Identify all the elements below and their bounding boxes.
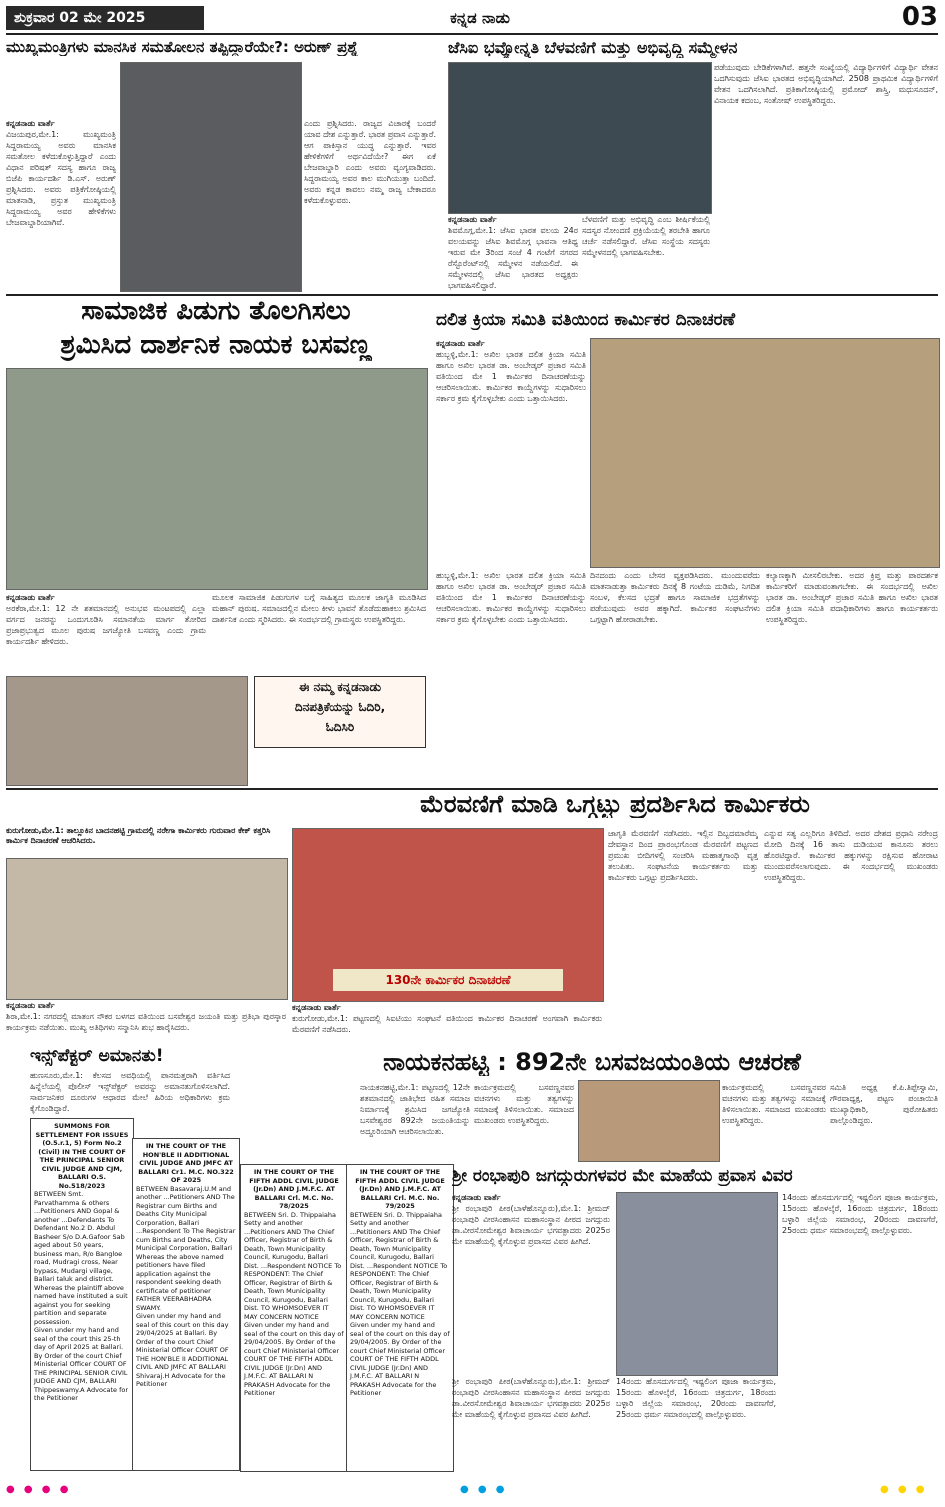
- page-number: 03: [901, 2, 938, 32]
- legal-3-title: IN THE COURT OF THE FIFTH ADDL CIVIL JUDGE (Jr.Dn) AND J.M.F.C. AT BALLARI Crl. M.C. No. 78/2025: [249, 1168, 339, 1210]
- headline-inspector: ಇನ್ಸ್‌ಪೆಕ್ಟರ್ ಅಮಾನತು!: [30, 1046, 164, 1066]
- cm-text-left: ವಿಜಯಪುರ,ಮೇ.1: ಮುಖ್ಯಮಂತ್ರಿ ಸಿದ್ದರಾಮಯ್ಯ ಅವರು ಮಾನಸಿಕ ಸಮತೋಲ ಕಳೆದುಕೊಳ್ಳುತ್ತಿದ್ದಾರೆ ಎಂದು ವಿಧಾನ ಪರಿಷತ್ ಸದಸ್ಯ ಹಾಗೂ ರಾಜ್ಯ ಬಿಜೆಪಿ ಕಾರ್ಯದರ್ಶಿ ಡಿ.ಎಸ್. ಅರುಣ್ ಪ್ರಶ್ನಿಸಿದರು. ಅವರು ಪತ್ರಿಕೆಗೋಷ್ಠಿಯಲ್ಲಿ ಮಾತನಾಡಿ, ಪ್ರಸ್ತುತ ಮುಖ್ಯಮಂತ್ರಿ ಸಿದ್ದರಾಮಯ್ಯ ಅವರ ಹೇಳಿಕೆಗಳು ಬೇಜವಾಬ್ದಾರಿಯಾಗಿವೆ.: [6, 130, 116, 227]
- headline-cm: ಮುಖ್ಯಮಂತ್ರಿಗಳು ಮಾನಸಿಕ ಸಮತೋಲನ ತಪ್ಪಿದ್ದಾರೆಯೇ?: ಅರುಣ್ ಪ್ರಶ್ನೆ: [6, 38, 359, 56]
- photo-rally: [292, 828, 604, 1002]
- legal-3-body: BETWEEN Sri. D. Thippaiaha Setty and another ...Petitioners AND The Chief Officer, Registrar of Birth & Death, Town Municipality Council, Kurugodu, Ballari Dist. ...Respondent NOTICE To RESPONDENT: The Chief Officer, Registrar of Birth & Death, Town Municipality Council, Kurugodu, Ballari Dist. TO WHOMSOEVER IT MAY CONCERN NOTICE: [244, 1210, 342, 1321]
- rambhapuri-body-3: 14ರಂದು ಹೊಸದುರ್ಗದಲ್ಲಿ ಇಷ್ಟಲಿಂಗ ಪೂಜಾ ಕಾರ್ಯಕ್ರಮ, 15ರಂದು ಹೊಳಲ್ಕೆರೆ, 16ರಂದು ಚಿತ್ರದುರ್ಗ, 18ರಂದು ಬಳ್ಳಾರಿ ಜಿಲ್ಲೆಯ ಸಮಾರಂಭ, 20ರಂದು ದಾವಣಗೆರೆ, 25ರಂದು ಧರ್ಮ ಸಮಾರಂಭದಲ್ಲಿ ಪಾಲ್ಗೊಳ್ಳುವರು.: [782, 1193, 938, 1235]
- rally-body-right: ಎನ್ನುವ ಸತ್ಯ ಎಲ್ಲರಿಗೂ ತಿಳಿದಿದೆ. ಅದರ ದೇಶದ ಪ್ರಧಾನಿ ನರೇಂದ್ರ ಮೋದಿ ದಿನಕ್ಕೆ 16 ತಾಸು ದುಡಿಯುವ ಕಾನೂನು ತರಲು ಹೊರಟಿದ್ದಾರೆ. ಕಾರ್ಮಿಕರ ಹಕ್ಕುಗಳನ್ನು ರಕ್ಷಿಸುವ ಹೋರಾಟ ಮುಂದುವರೆಸಲಾಗುವುದು. ಈ ಸಂದರ್ಭದಲ್ಲಿ ಮುಖಂಡರು ಉಪಸ್ಥಿತರಿದ್ದರು.: [764, 829, 938, 882]
- promo-box: [254, 676, 426, 748]
- college-body: [6, 1000, 286, 1040]
- basavanna-body-left: [6, 592, 206, 672]
- dalit-body-1: [436, 338, 586, 566]
- cm-body-right: ಎಂದು ಪ್ರಶ್ನಿಸಿದರು. ರಾಜ್ಯದ ವಿಚಾರಕ್ಕೆ ಬಂದರೆ ಯಾವ ದೇಶ ಎನ್ನುತ್ತಾರೆ. ಭಾರತ ಪ್ರವಾಸ ಎನ್ನುತ್ತಾರೆ. ಆಗ ಪಾಕಿಸ್ತಾನ ಯುದ್ಧ ಎನ್ನುತ್ತಾರೆ. ಇವರ ಹೇಳಿಕೆಗಳಿಗೆ ಅರ್ಥವಿದೆಯೇ? ಈಗ ಏಕೆ ಬೇಜವಾಬ್ದಾರಿ ಎಂದು ಅವರು ವ್ಯಂಗ್ಯವಾಡಿದರು. ಸಿದ್ದರಾಮಯ್ಯ ಅವರ ಕಾಲ ಮುಗಿಯುತ್ತಾ ಬಂದಿದೆ. ಅವರು ಕನ್ನಡ ಕಾವಲು ನಮ್ಮ ರಾಜ್ಯ ಬೇಕಾದರೂ ಕಳೆದುಕೊಳ್ಳುವರು.: [304, 119, 436, 205]
- photo-jagadguru: [616, 1192, 778, 1376]
- legal-2-title: IN THE COURT OF THE HON'BLE II ADDITIONAL CIVIL JUDGE AND JMFC AT BALLARI Cr1. M.C. NO.322 OF 2025: [138, 1142, 234, 1184]
- headline-nayakanahatti: ನಾಯಕನಹಟ್ಟಿ : 892ನೇ ಬಸವಜಯಂತಿಯ ಆಚರಣೆ: [383, 1048, 801, 1076]
- header-rule: [6, 33, 938, 35]
- dalit-body-3: ಕಲ್ಯಾಣಕ್ಕಾಗಿ ಮೀಸಲಿರಬೇಕು. ಅದರ ಕ್ರಿಪ್ತ ಮತ್ತು ಪಾರದರ್ಶಕ ಕಾರ್ಮಿಕರಿಗೆ ಮಾಡುವಂತಾಗಬೇಕು. ಈ ಸಂದರ್ಭದಲ್ಲಿ ಅಖಿಲ ಭಾರತ ಡಾ. ಅಂಬೇಡ್ಕರ್ ಪ್ರಚಾರ ಸಮಿತಿ ಹಾಗೂ ಅಖಿಲ ಭಾರತ ದಲಿತ ಕ್ರಿಯಾ ಸಮಿತಿ ಪದಾಧಿಕಾರಿಗಳು ಹಾಗೂ ಕಾರ್ಯಕರ್ತರು ಉಪಸ್ಥಿತರಿದ್ದರು.: [766, 571, 938, 624]
- rambhapuri-body-2: 14ರಂದು ಹೊಸದುರ್ಗದಲ್ಲಿ ಇಷ್ಟಲಿಂಗ ಪೂಜಾ ಕಾರ್ಯಕ್ರಮ, 15ರಂದು ಹೊಳಲ್ಕೆರೆ, 16ರಂದು ಚಿತ್ರದುರ್ಗ, 18ರಂದು ಬಳ್ಳಾರಿ ಜಿಲ್ಲೆಯ ಸಮಾರಂಭ, 20ರಂದು ದಾವಣಗೆರೆ, 25ರಂದು ಧರ್ಮ ಸಮಾರಂಭದಲ್ಲಿ ಪಾಲ್ಗೊಳ್ಳುವರು.: [616, 1377, 776, 1419]
- jcb-text: ಶಿವಮೊಗ್ಗ,ಮೇ.1: ಜೆಸಿಐ ಭಾರತ ವಲಯ 24ರ ವಲಯವನ್ನು ಜೆಸಿಐ ಶಿವಮೊಗ್ಗ ಭಾವನಾ ಆತಿಥ್ಯ ಇರುವ ಮೇ 3ರಿಂದ ಸಂಜೆ 4 ಗಂಟೆಗೆ ನಗರದ ರೆಸ್ಟೊರೆಂಟ್‌ನಲ್ಲಿ ಸಮ್ಮೇಳನ ನಡೆಯಲಿದೆ. ಈ ಸಮ್ಮೇಳನದಲ್ಲಿ ಜೆಸಿಐ ಭಾರತದ ಅಧ್ಯಕ್ಷರು ಭಾಗವಹಿಸಲಿದ್ದಾರೆ.: [448, 226, 578, 290]
- rally-caption: ಕುರುಗೋಡು,ಮೇ.1: ತಾಲ್ಲೂಕಿನ ಬಾದನಹಟ್ಟಿ ಗ್ರಾಮದಲ್ಲಿ ನರೇಗಾ ಕಾರ್ಮಿಕರು ಗುರುವಾರ ಕೇಕ್ ಕತ್ತರಿಸಿ ಕಾರ್ಮಿಕ ದಿನಾಚರಣೆ ಆಚರಿಸಿದರು.: [6, 826, 271, 845]
- legal-notice-2: [132, 1138, 240, 1471]
- photo-speaker: [120, 62, 302, 292]
- nayakanahatti-body-2b: ಕಾರ್ಯಕ್ರಮದಲ್ಲಿ ಬಸವಣ್ಣನವರ ವಚನಗಳು ಮತ್ತು ತತ್ವಗಳನ್ನು ಸಮಾಜಕ್ಕೆ ತಿಳಿಸಲಾಯಿತು. ಸಮಾಜದ ಮುಖಂಡರು ಉಪಸ್ಥಿತರಿದ್ದರು.: [722, 1083, 826, 1125]
- rally-body-mid: ಜಾಗೃತಿ ಮೆರವಣಿಗೆ ನಡೆಸಿದರು. ಇಲ್ಲಿನ ದಿಬ್ಬದಮಾರೆಮ್ಮ ದೇವಸ್ಥಾನ ದಿಂದ ಪ್ರಾರಂಭಗೊಂಡ ಮೆರವಣಿಗೆ ಪಟ್ಟಣದ ಪ್ರಮುಖ ಬೀದಿಗಳಲ್ಲಿ ಸಂಚರಿಸಿ ಮಹಾತ್ಮಗಾಂಧಿ ವೃತ್ತ ತಲುಪಿತು. ಸಂಘಟನೆಯ ಕಾರ್ಯಕರ್ತರು ಮತ್ತು ಕಾರ್ಮಿಕರು ಒಗ್ಗಟ್ಟು ಪ್ರದರ್ಶಿಸಿದರು.: [608, 829, 758, 882]
- legal-4-footer: Given under my hand and seal of the court on this day of 29/04/2005. By Order of the court Chief Ministerial Officer COURT OF THE FIFTH ADDL CIVIL JUDGE (Jr.Dn) AND J.M.F.C. AT BALLARI N PRAKASH Advocate for the Petitioner: [350, 1321, 450, 1397]
- dalit-body-1b: ಹುಬ್ಬಳ್ಳಿ,ಮೇ.1: ಅಖಿಲ ಭಾರತ ದಲಿತ ಕ್ರಿಯಾ ಸಮಿತಿ ಹಾಗೂ ಅಖಿಲ ಭಾರತ ಡಾ. ಅಂಬೇಡ್ಕರ್ ಪ್ರಚಾರ ಸಮಿತಿ ವತಿಯಿಂದ ಮೇ 1 ಕಾರ್ಮಿಕರ ದಿನಾಚರಣೆಯನ್ನು ಆಚರಿಸಲಾಯಿತು. ಕಾರ್ಮಿಕರ ಕಾಯ್ದೆಗಳನ್ನು ಸುಧಾರಿಸಲು ಸರ್ಕಾರ ಕ್ರಮ ಕೈಗೊಳ್ಳಬೇಕು ಎಂದು ಒತ್ತಾಯಿಸಿದರು.: [436, 571, 586, 624]
- dalit-body-2: ದಿನದಂದು ಎಂದು ಬೇಸರ ವ್ಯಕ್ತಪಡಿಸಿದರು. ಮುಂದುವರೆದು ಮಾತನಾಡುತ್ತಾ ಕಾರ್ಮಿಕರು ದಿನಕ್ಕೆ 8 ಗಂಟೆಯ ದುಡಿಮೆ, ನಿಗದಿತ ಸಂಬಳ, ಕೆಲಸದ ಭದ್ರತೆ ಹಾಗೂ ಸಾಮಾಜಿಕ ಭದ್ರತೆಗಳನ್ನು ಪಡೆಯುವುದು ಅವರ ಹಕ್ಕಾಗಿದೆ. ಕಾರ್ಮಿಕರ ಸಂಘಟನೆಗಳು ಒಗ್ಗಟ್ಟಾಗಿ ಹೋರಾಡಬೇಕು.: [590, 571, 760, 624]
- basavanna-byline: ಕನ್ನಡನಾಡು ವಾರ್ತೆ: [6, 593, 55, 602]
- college-text: ಶಿರಾ,ಮೇ.1: ನಗರದಲ್ಲಿ ಮಾತಂಗ ನೌಕರ ಬಳಗದ ವತಿಯಿಂದ ಬಸವೇಶ್ವರ ಜಯಂತಿ ಮತ್ತು ಪ್ರತಿಭಾ ಪುರಸ್ಕಾರ ಕಾರ್ಯಕ್ರಮ ನಡೆಯಿತು. ಮುಖ್ಯ ಅತಿಥಿಗಳು ಸನ್ಮಾನಿಸಿ ಶುಭ ಹಾರೈಸಿದರು.: [6, 1012, 286, 1032]
- rambhapuri-body-1: [452, 1192, 610, 1370]
- photo-basavanna-2: [6, 676, 248, 786]
- rambhapuri-byline: ಕನ್ನಡನಾಡು ವಾರ್ತೆ: [452, 1193, 501, 1202]
- headline-jcb: ಜೆಸಿಐ ಭವ್ಯೋನ್ನತಿ ಬೆಳವಣಿಗೆ ಮತ್ತು ಅಭಿವೃದ್ಧಿ ಸಮ್ಮೇಳನ: [448, 38, 738, 57]
- jcb-body-mid: ಬೆಳವಣಿಗೆ ಮತ್ತು ಅಭಿವೃದ್ಧಿ ಎಂಬ ಶೀರ್ಷಿಕೆಯಲ್ಲಿ ಸದಸ್ಯರ ನೋಂದಣಿ ಪ್ರಕ್ರಿಯೆಯಲ್ಲಿ ತರಬೇತಿ ಹಾಗೂ ಚರ್ಚೆ ನಡೆಸಲಿದ್ದಾರೆ. ಜೆಸಿಐ ಸಂಸ್ಥೆಯ ಸದಸ್ಯರು ಸಮ್ಮೇಳನದಲ್ಲಿ ಭಾಗವಹಿಸಬೇಕು.: [582, 215, 710, 257]
- rally-body-left: [292, 1002, 602, 1042]
- headline-basavanna-1: ಸಾಮಾಜಿಕ ಪಿಡುಗು ತೊಲಗಿಸಲು: [81, 296, 351, 326]
- registration-dots-left: ● ● ● ●: [6, 1484, 72, 1495]
- legal-1-body: BETWEEN Smt. Parvathamma & others ...Petitioners AND Gopal & another ...Defendants To Defendant No.2 D. Abdul Basheer S/o D.A.Gafoor Sab aged about 50 years, business man, R/o Bangloe road, Mudragi cross, Near bypass, Mudargi village, Ballari taluk and district. Whereas the plaintiff above named have instituted a suit against you for seeking partition and separate possession.: [34, 1190, 128, 1326]
- legal-4-body: BETWEEN Sri. D. Thippaiaha Setty and another ...Petitioners AND The Chief Officer, Registrar of Birth & Death, Town Municipality Council, Kurugodu, Ballari Dist. ...Respondent NOTICE To RESPONDENT: The Chief Officer, Registrar of Birth & Death, Town Municipality Council, Kurugodu, Ballari Dist. TO WHOMSOEVER IT MAY CONCERN NOTICE: [350, 1210, 448, 1321]
- registration-dots-center: ● ● ●: [460, 1484, 508, 1495]
- photo-press-meet: [448, 62, 712, 214]
- legal-1-title: SUMMONS FOR SETTLEMENT FOR ISSUES (O.5.r.1, 5) Form No.2 (Civil) IN THE COURT OF THE PRINCIPAL SENIOR CIVIL JUDGE AND CJM, BALLARI O.S. No.518/2023: [35, 1122, 129, 1190]
- legal-2-body: BETWEEN Basavaraj.U.M and another ...Petitioners AND The Registrar cum Births and Deaths City Municipal Corporation, Ballari ...Respondent To The Registrar cum Births and Deaths, City Municipal Corporation, Ballari Whereas the above named petitioners have filed application against the respondent seeking death certificate of petitioner FATHER VEERABHADRA SWAMY.: [136, 1184, 236, 1312]
- promo-line-3: ಓದಿಸಿರಿ: [325, 720, 355, 734]
- photo-basavanna-gathering: [6, 368, 428, 590]
- nayakanahatti-body-2: ಕಾರ್ಯಕ್ರಮದಲ್ಲಿ ಬಸವಣ್ಣನವರ ವಚನಗಳು ಮತ್ತು ತತ್ವಗಳನ್ನು ಸಮಾಜಕ್ಕೆ ತಿಳಿಸಲಾಯಿತು. ಸಮಾಜದ ಮುಖಂಡರು ಉಪಸ್ಥಿತರಿದ್ದರು.: [474, 1083, 574, 1125]
- legal-notice-3: [240, 1164, 348, 1472]
- headline-rambhapuri: ಶ್ರೀ ರಂಭಾಪುರಿ ಜಗದ್ಗುರುಗಳವರ ಮೇ ಮಾಹೆಯ ಪ್ರವಾಸ ವಿವರ: [452, 1166, 793, 1186]
- jcb-byline: ಕನ್ನಡನಾಡು ವಾರ್ತೆ: [448, 215, 497, 224]
- legal-3-footer: Given under my hand and seal of the court on this day of 29/04/2005. By Order of the court Chief Ministerial Officer COURT OF THE FIFTH ADDL CIVIL JUDGE (Jr.Dn) AND J.M.F.C. AT BALLARI N PRAKASH Advocate for the Petitioner: [244, 1321, 344, 1397]
- basavanna-text-left: ಅರಕೆರಾ,ಮೇ.1: 12 ನೇ ಶತಮಾನದಲ್ಲಿ ಅನುಭವ ಮಂಟಪದಲ್ಲಿ ಎಲ್ಲಾ ವರ್ಗದ ಜನರನ್ನು ಒಂದುಗೂಡಿಸಿ ಸಮಾನತೆಯ ಮಾರ್ಗ ತೋರಿದ ಪ್ರಜಾಪ್ರಭುತ್ವದ ಮೂಲ ಪುರುಷ ಜಗಜ್ಯೋತಿ ಬಸವಣ್ಣ ಎಂದು ಗ್ರಾಮ ಕಾರ್ಯದರ್ಶಿ ಹೇಳಿದರು.: [6, 604, 206, 646]
- photo-dalit-group: [590, 338, 940, 568]
- promo-line-1: ಈ ನಮ್ಮ ಕನ್ನಡನಾಡು: [298, 680, 382, 694]
- cm-body-left: [6, 118, 116, 288]
- nayakanahatti-body-1: ನಾಯಕನಹಟ್ಟಿ,ಮೇ.1: ಪಟ್ಟಣದಲ್ಲಿ 12ನೇ ಶತಮಾನದಲ್ಲಿ ಜಾತಿಭೇದ ರಹಿತ ಸಮಾಜ ನಿರ್ಮಾಣಕ್ಕೆ ಶ್ರಮಿಸಿದ ಜಗಜ್ಯೋತಿ ಬಸವೇಶ್ವರರ 892ನೇ ಜಯಂತಿಯನ್ನು ಅದ್ದೂರಿಯಾಗಿ ಆಚರಿಸಲಾಯಿತು.: [360, 1083, 470, 1136]
- promo-line-2: ದಿನಪತ್ರಿಕೆಯನ್ನು ಓದಿರಿ,: [294, 700, 386, 714]
- jcb-body-right: ಪಡೆಯುವುದು ಬೇಡಿಕೆಗಳಾಗಿವೆ. ಹತ್ತನೇ ಸಂಖ್ಯೆಯಲ್ಲಿ ವಿದ್ಯಾರ್ಥಿಗಳಿಗೆ ವಿದ್ಯಾರ್ಥಿ ವೇತನ ಒದಗಿಸುವುದು ಜೆಸಿಐ ಭಾರತದ ಅಭಿವೃದ್ಧಿಯಾಗಿದೆ. 2508 ಪ್ರಾಥಮಿಕ ವಿದ್ಯಾರ್ಥಿಗಳಿಗೆ ವೇತನ ಒದಗಿಸಲಾಗಿದೆ. ಪ್ರತಿಕಾಗೋಷ್ಠಿಯಲ್ಲಿ ಪ್ರಮೋದ್ ಶಾಸ್ತ್ರಿ, ಮಧುಸೂದನ್, ವಿನಾಯಕ ಕದಂಬ, ಸಂತೋಷ್ ಉಪಸ್ಥಿತರಿದ್ದರು.: [714, 63, 938, 105]
- dalit-byline: ಕನ್ನಡನಾಡು ವಾರ್ತೆ: [436, 339, 485, 348]
- headline-rally: ಮೆರವಣಿಗೆ ಮಾಡಿ ಒಗ್ಗಟ್ಟು ಪ್ರದರ್ಶಿಸಿದ ಕಾರ್ಮಿಕರು: [420, 790, 810, 818]
- dalit-text: ಹುಬ್ಬಳ್ಳಿ,ಮೇ.1: ಅಖಿಲ ಭಾರತ ದಲಿತ ಕ್ರಿಯಾ ಸಮಿತಿ ಹಾಗೂ ಅಖಿಲ ಭಾರತ ಡಾ. ಅಂಬೇಡ್ಕರ್ ಪ್ರಚಾರ ಸಮಿತಿ ವತಿಯಿಂದ ಮೇ 1 ಕಾರ್ಮಿಕರ ದಿನಾಚರಣೆಯನ್ನು ಆಚರಿಸಲಾಯಿತು. ಕಾರ್ಮಿಕರ ಕಾಯ್ದೆಗಳನ್ನು ಸುಧಾರಿಸಲು ಸರ್ಕಾರ ಕ್ರಮ ಕೈಗೊಳ್ಳಬೇಕು ಎಂದು ಒತ್ತಾಯಿಸಿದರು.: [436, 350, 586, 403]
- legal-notice-4: [346, 1164, 454, 1472]
- basavanna-body-right: ಮೂಲಕ ಸಾಮಾಜಿಕ ಪಿಡುಗುಗಳ ಬಗ್ಗೆ ಸಾಹಿತ್ಯದ ಮೂಲಕ ಜಾಗೃತಿ ಮೂಡಿಸಿದ ಮಹಾನ್ ಪುರುಷ. ಸಮಾಜದಲ್ಲಿನ ಮೇಲು ಕೀಳು ಭಾವನೆ ತೊಡೆದುಹಾಕಲು ಶ್ರಮಿಸಿದ ದಾರ್ಶನಿಕ ಎಂದು ಸ್ಮರಿಸಿದರು. ಈ ಸಂದರ್ಭದಲ್ಲಿ ಗ್ರಾಮಸ್ಥರು ಉಪಸ್ಥಿತರಿದ್ದರು.: [212, 593, 426, 624]
- photo-nayakanahatti: [578, 1080, 720, 1162]
- inspector-body: ಹುಣಸೂರು,ಮೇ.1: ಕೆಲಸದ ಅವಧಿಯಲ್ಲಿ ಪಾನಮತ್ತರಾಗಿ ವರ್ತಿಸಿದ ಹಿನ್ನೆಲೆಯಲ್ಲಿ ಪೊಲೀಸ್ ಇನ್ಸ್‌ಪೆಕ್ಟರ್ ಅವರನ್ನು ಅಮಾನತುಗೊಳಿಸಲಾಗಿದೆ. ಸಾರ್ವಜನಿಕರ ದೂರುಗಳ ಆಧಾರದ ಮೇಲೆ ಹಿರಿಯ ಅಧಿಕಾರಿಗಳು ಕ್ರಮ ಕೈಗೊಂಡಿದ್ದಾರೆ.: [30, 1071, 230, 1113]
- cm-byline: ಕನ್ನಡನಾಡು ವಾರ್ತೆ: [6, 119, 55, 128]
- rally-banner: 130ನೇ ಕಾರ್ಮಿಕರ ದಿನಾಚರಣೆ: [333, 969, 563, 991]
- legal-notice-1: [30, 1118, 134, 1471]
- registration-dots-right: ● ● ●: [880, 1484, 928, 1495]
- jcb-body-left: [448, 214, 578, 292]
- legal-2-footer: Given under my hand and seal of this court on this day 29/04/2025 at Ballari. By Order of the court Chief Ministerial Officer COURT OF THE HON'BLE II ADDITIONAL CIVIL AND JMFC AT BALLARI Shivaraj.H Advocate for the Petitioner: [136, 1312, 229, 1388]
- rally-byline: ಕನ್ನಡನಾಡು ವಾರ್ತೆ: [292, 1003, 341, 1012]
- issue-date: ಶುಕ್ರವಾರ 02 ಮೇ 2025: [6, 6, 204, 30]
- headline-dalit: ದಲಿತ ಕ್ರಿಯಾ ಸಮಿತಿ ವತಿಯಿಂದ ಕಾರ್ಮಿಕರ ದಿನಾಚರಣೆ: [436, 310, 736, 330]
- rally-text-left: ಕುರುಗೋಡು,ಮೇ.1: ಪಟ್ಟಣದಲ್ಲಿ ಸಿಐಟಿಯು ಸಂಘಟನೆ ವತಿಯಿಂದ ಕಾರ್ಮಿಕರ ದಿನಾಚರಣೆ ಅಂಗವಾಗಿ ಕಾರ್ಮಿಕರು ಮೆರವಣಿಗೆ ನಡೆಸಿದರು.: [292, 1014, 602, 1034]
- rambhapuri-text: ಶ್ರೀ ರಂಭಾಪುರಿ ಪೀಠ(ಬಾಳೆಹೊನ್ನೂರು),ಮೇ.1: ಶ್ರೀಮದ್ ರಂಭಾಪುರಿ ವೀರಸಿಂಹಾಸನ ಮಹಾಸಂಸ್ಥಾನ ಪೀಠದ ಜಗದ್ಗುರು ಡಾ.ವೀರಸೋಮೇಶ್ವರ ಶಿವಾಚಾರ್ಯ ಭಗವತ್ಪಾದರು 2025ರ ಮೇ ಮಾಹೆಯಲ್ಲಿ ಕೈಗೊಳ್ಳುವ ಪ್ರವಾಸದ ವಿವರ ಹೀಗಿದೆ.: [452, 1204, 610, 1246]
- college-byline: ಕನ್ನಡನಾಡು ವಾರ್ತೆ: [6, 1001, 55, 1010]
- rambhapuri-body-1b: ಶ್ರೀ ರಂಭಾಪುರಿ ಪೀಠ(ಬಾಳೆಹೊನ್ನೂರು),ಮೇ.1: ಶ್ರೀಮದ್ ರಂಭಾಪುರಿ ವೀರಸಿಂಹಾಸನ ಮಹಾಸಂಸ್ಥಾನ ಪೀಠದ ಜಗದ್ಗುರು ಡಾ.ವೀರಸೋಮೇಶ್ವರ ಶಿವಾಚಾರ್ಯ ಭಗವತ್ಪಾದರು 2025ರ ಮೇ ಮಾಹೆಯಲ್ಲಿ ಕೈಗೊಳ್ಳುವ ಪ್ರವಾಸದ ವಿವರ ಹೀಗಿದೆ.: [452, 1377, 610, 1419]
- headline-basavanna-2: ಶ್ರಮಿಸಿದ ದಾರ್ಶನಿಕ ನಾಯಕ ಬಸವಣ್ಣ: [60, 330, 372, 360]
- photo-college-felicitation: [6, 858, 288, 1000]
- nayakanahatti-body-3: ಸಮಿತಿ ಅಧ್ಯಕ್ಷ ಕೆ.ಪಿ.ತಿಪ್ಪೇಸ್ವಾಮಿ, ಗೌರವಾಧ್ಯಕ್ಷ, ಪಟ್ಟಣ ಪಂಚಾಯಿತಿ ಮುಖ್ಯಾಧಿಕಾರಿ, ಪುರೋಹಿತರು ಪಾಲ್ಗೊಂಡಿದ್ದರು.: [830, 1083, 938, 1125]
- legal-1-footer: Given under my hand and seal of the court this 25-th day of April 2025 at Ballari. By Order of the court Chief Ministerial Officer COURT OF THE PRINCIPAL SENIOR CIVIL JUDGE AND CJM, BALLARI Thippeswamy.A Advocate for the Petitioner: [34, 1326, 129, 1402]
- paper-name: ಕನ್ನಡ ನಾಡು: [450, 9, 510, 27]
- legal-4-title: IN THE COURT OF THE FIFTH ADDL CIVIL JUDGE (Jr.Dn) AND J.M.F.C. AT BALLARI Crl. M.C. No. 79/2025: [355, 1168, 445, 1210]
